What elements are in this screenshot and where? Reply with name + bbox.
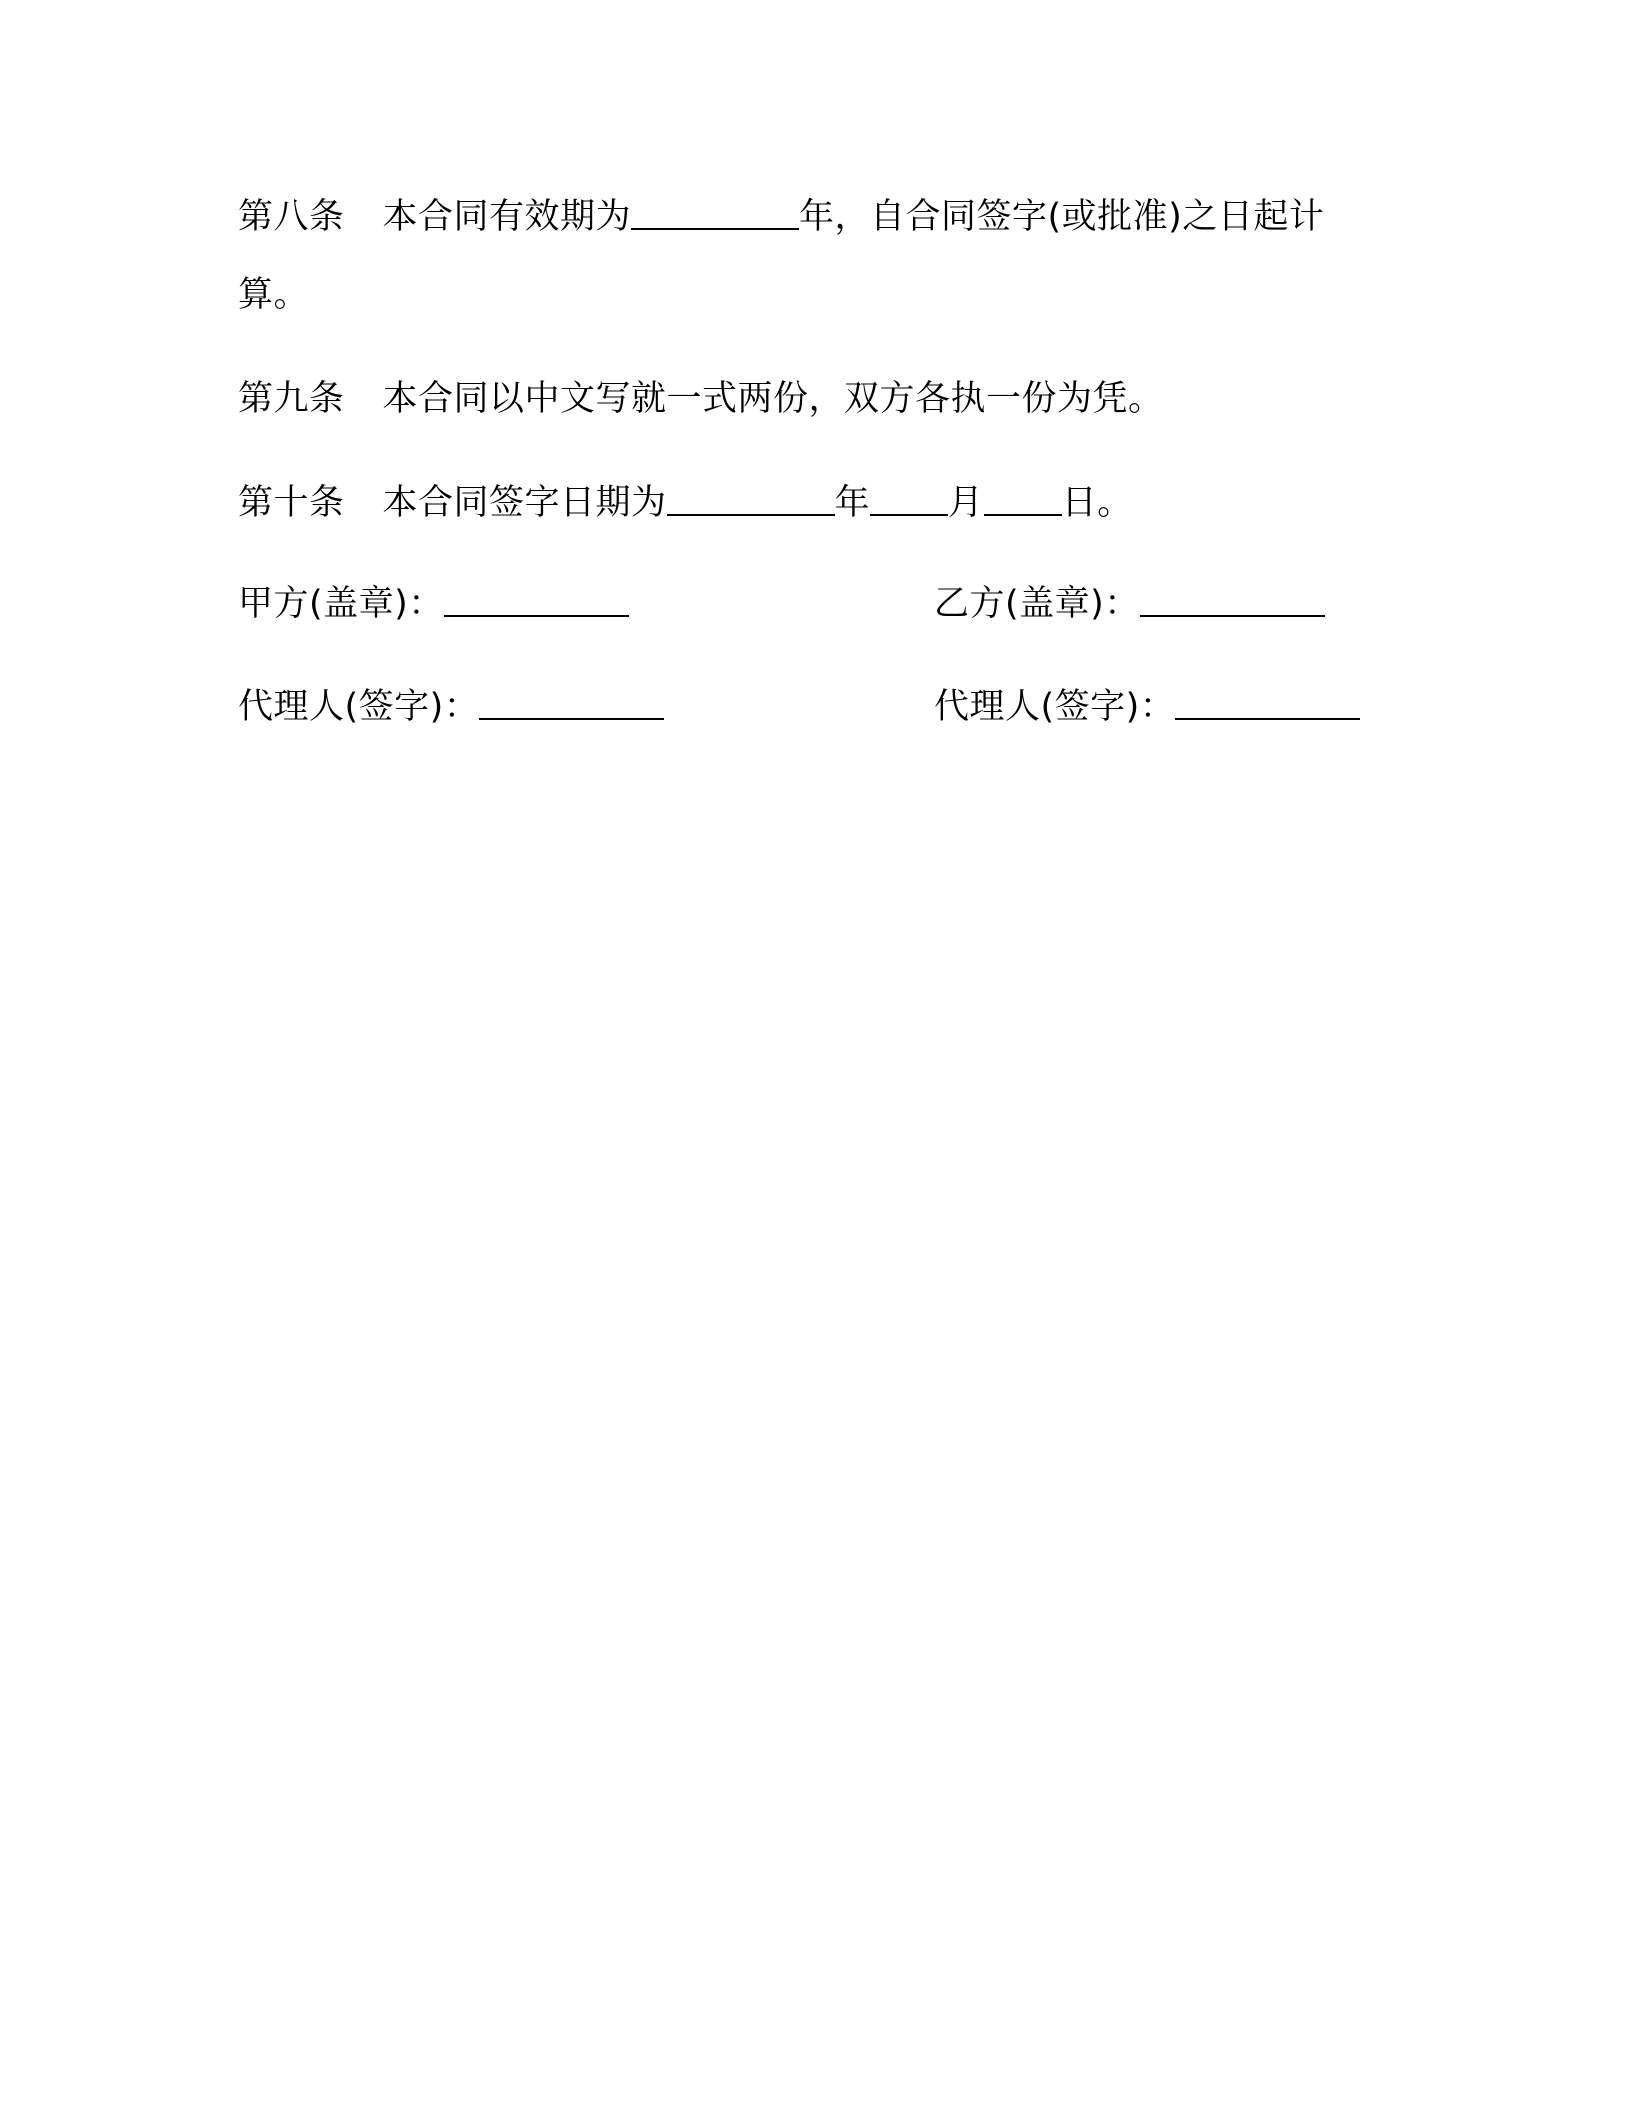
article-9-number: 第九条 <box>238 379 345 419</box>
agent-a-label: 代理人(签字)： <box>238 687 480 727</box>
agent-a-blank <box>479 688 664 720</box>
party-b-blank <box>1140 585 1325 617</box>
signing-day-blank <box>984 484 1062 516</box>
article-10-text-before: 本合同签字日期为 <box>382 483 667 523</box>
article-8-text-after: 年，自合同签字(或批准)之日起计 <box>799 197 1325 237</box>
article-9-text: 本合同以中文写就一式两份，双方各执一份为凭。 <box>382 379 1164 419</box>
agent-b-label: 代理人(签字)： <box>934 687 1176 727</box>
agent-b-blank <box>1175 688 1360 720</box>
party-b-label: 乙方(盖章)： <box>934 584 1140 624</box>
validity-years-blank <box>631 198 799 230</box>
signing-year-blank <box>667 484 835 516</box>
agent-a-signature <box>238 683 664 731</box>
article-9 <box>238 360 1164 438</box>
party-a-seal <box>238 580 629 628</box>
article-8-line-2-text: 算。 <box>238 275 310 315</box>
article-10-month: 月 <box>948 483 984 523</box>
article-10-number: 第十条 <box>238 483 345 523</box>
article-8-line-2 <box>238 256 309 334</box>
party-a-label: 甲方(盖章)： <box>238 584 444 624</box>
article-10-day: 日。 <box>1061 483 1133 523</box>
article-10-year: 年 <box>834 483 871 523</box>
agent-b-signature <box>934 683 1360 731</box>
article-10 <box>238 464 1133 542</box>
signing-month-blank <box>870 484 948 516</box>
article-8 <box>238 178 1324 256</box>
party-a-blank <box>444 585 629 617</box>
party-b-seal <box>934 580 1325 628</box>
article-8-number: 第八条 <box>238 197 345 237</box>
article-8-text-before: 本合同有效期为 <box>382 197 632 237</box>
